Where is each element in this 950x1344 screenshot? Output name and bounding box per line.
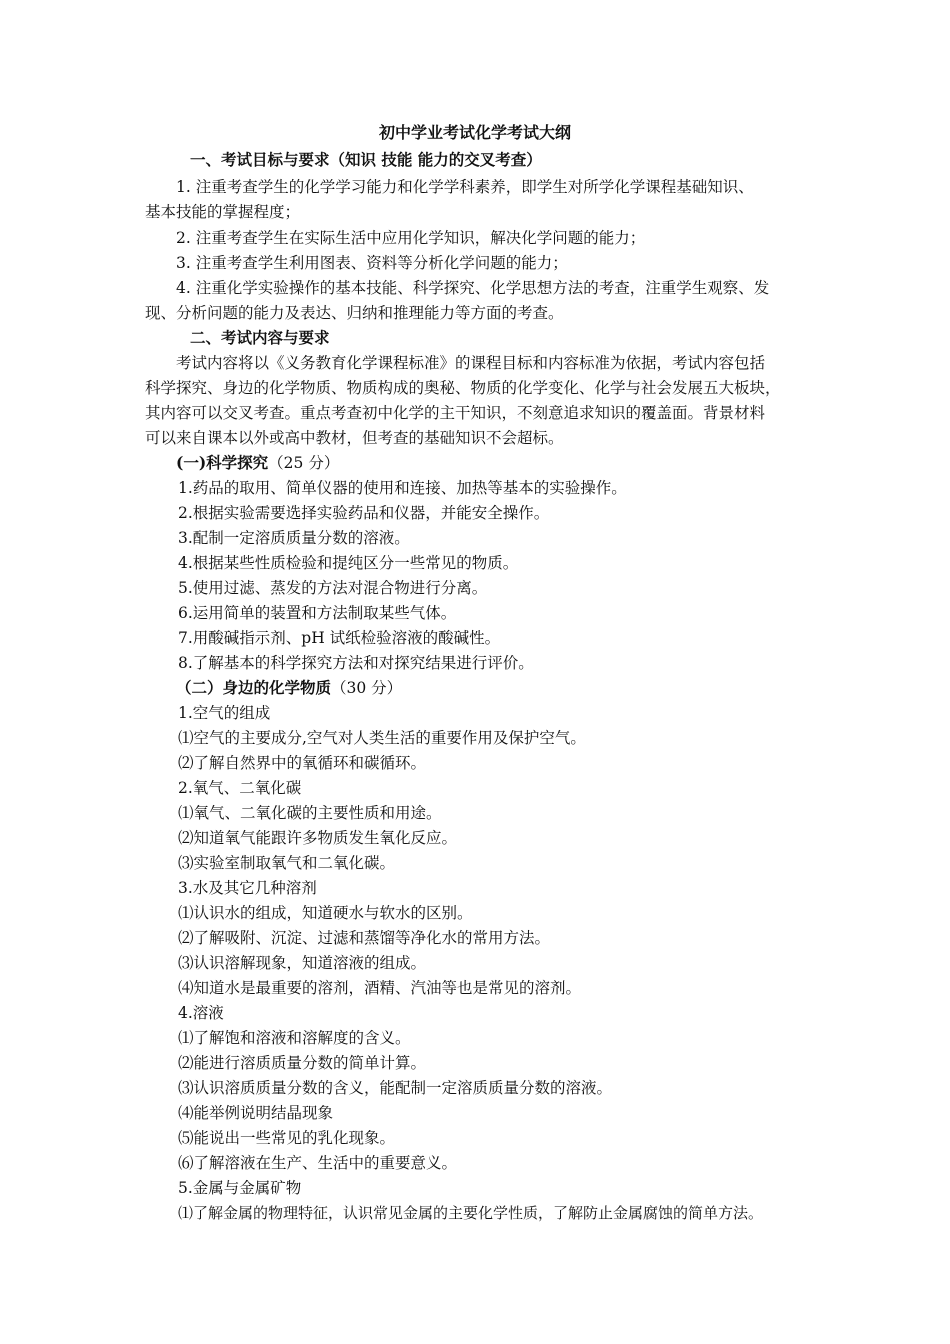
part-heading-science-inquiry bbox=[176, 452, 339, 474]
document-title: 初中学业考试化学考试大纲 bbox=[378, 123, 571, 142]
substance-item: ⑵知道氧气能跟许多物质发生氧化反应。 bbox=[178, 829, 458, 847]
goal-item-4-line-2: 现、分析问题的能力及表达、归纳和推理能力等方面的考查。 bbox=[145, 304, 564, 322]
goal-item-2: 2. 注重考查学生在实际生活中应用化学知识，解决化学问题的能力； bbox=[176, 229, 646, 247]
inquiry-item: 1.药品的取用、简单仪器的使用和连接、加热等基本的实验操作。 bbox=[178, 479, 627, 497]
content-paragraph-line-3: 其内容可以交叉考查。重点考查初中化学的主干知识，不刻意追求知识的覆盖面。背景材料 bbox=[145, 404, 766, 422]
substance-item: 3.水及其它几种溶剂 bbox=[178, 879, 317, 897]
substance-item: ⑶认识溶质质量分数的含义，能配制一定溶质质量分数的溶液。 bbox=[178, 1079, 613, 1097]
inquiry-item: 6.运用简单的装置和方法制取某些气体。 bbox=[178, 604, 457, 622]
substance-item: ⑴氧气、二氧化碳的主要性质和用途。 bbox=[178, 804, 442, 822]
substance-item: ⑶认识溶解现象，知道溶液的组成。 bbox=[178, 954, 427, 972]
part-heading-chemical-substances bbox=[176, 677, 402, 699]
substance-item: ⑴空气的主要成分,空气对人类生活的重要作用及保护空气。 bbox=[178, 729, 586, 747]
goal-item-1-line-2: 基本技能的掌握程度； bbox=[145, 203, 301, 221]
content-paragraph-line-2: 科学探究、身边的化学物质、物质构成的奥秘、物质的化学变化、化学与社会发展五大板块， bbox=[145, 379, 781, 397]
substance-item: ⑷能举例说明结晶现象 bbox=[178, 1104, 334, 1122]
inquiry-item: 2.根据实验需要选择实验药品和仪器，并能安全操作。 bbox=[178, 504, 550, 522]
substance-item: ⑵能进行溶质质量分数的简单计算。 bbox=[178, 1054, 427, 1072]
inquiry-item: 7.用酸碱指示剂、pH 试纸检验溶液的酸碱性。 bbox=[178, 629, 501, 647]
section-heading-content: 二、考试内容与要求 bbox=[190, 328, 330, 347]
goal-item-4-line-1: 4. 注重化学实验操作的基本技能、科学探究、化学思想方法的考查，注重学生观察、发 bbox=[176, 279, 770, 297]
inquiry-item: 4.根据某些性质检验和提纯区分一些常见的物质。 bbox=[178, 554, 519, 572]
part-title: （二）身边的化学物质 bbox=[176, 678, 332, 697]
inquiry-item: 8.了解基本的科学探究方法和对探究结果进行评价。 bbox=[178, 654, 534, 672]
substance-item: ⑶实验室制取氧气和二氧化碳。 bbox=[178, 854, 396, 872]
section-heading-goals: 一、考试目标与要求（知识 技能 能力的交叉考查） bbox=[190, 150, 542, 169]
substance-item: 4.溶液 bbox=[178, 1004, 224, 1022]
substance-item: ⑴认识水的组成，知道硬水与软水的区别。 bbox=[178, 904, 473, 922]
substance-item: 5.金属与金属矿物 bbox=[178, 1179, 302, 1197]
content-paragraph-line-4: 可以来自课本以外或高中教材，但考查的基础知识不会超标。 bbox=[145, 429, 564, 447]
substance-item: ⑹了解溶液在生产、生活中的重要意义。 bbox=[178, 1154, 458, 1172]
substance-item: 1.空气的组成 bbox=[178, 704, 271, 722]
substance-item: ⑷知道水是最重要的溶剂，酒精、汽油等也是常见的溶剂。 bbox=[178, 979, 582, 997]
part-title: (一)科学探究 bbox=[176, 453, 269, 472]
goal-item-1-line-1: 1. 注重考查学生的化学学习能力和化学学科素养，即学生对所学化学课程基础知识、 bbox=[176, 178, 754, 196]
substance-item: ⑴了解饱和溶液和溶解度的含义。 bbox=[178, 1029, 411, 1047]
substance-item: ⑵了解吸附、沉淀、过滤和蒸馏等净化水的常用方法。 bbox=[178, 929, 551, 947]
part-score: （30 分） bbox=[331, 679, 403, 697]
substance-item: ⑸能说出一些常见的乳化现象。 bbox=[178, 1129, 396, 1147]
inquiry-item: 3.配制一定溶质质量分数的溶液。 bbox=[178, 529, 410, 547]
goal-item-3: 3. 注重考查学生利用图表、资料等分析化学问题的能力； bbox=[176, 254, 568, 272]
part-score: （25 分） bbox=[268, 454, 340, 472]
content-paragraph-line-1: 考试内容将以《义务教育化学课程标准》的课程目标和内容标准为依据，考试内容包括 bbox=[176, 354, 766, 372]
substance-item: ⑴了解金属的物理特征，认识常见金属的主要化学性质，了解防止金属腐蚀的简单方法。 bbox=[178, 1204, 764, 1222]
inquiry-item: 5.使用过滤、蒸发的方法对混合物进行分离。 bbox=[178, 579, 488, 597]
substance-item: 2.氧气、二氧化碳 bbox=[178, 779, 302, 797]
substance-item: ⑵了解自然界中的氧循环和碳循环。 bbox=[178, 754, 427, 772]
